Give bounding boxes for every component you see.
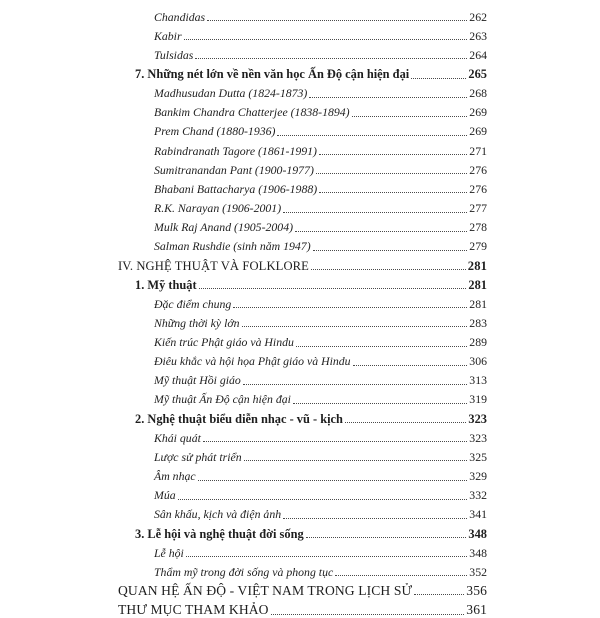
toc-entry-title: Âm nhạc — [154, 468, 196, 483]
toc-entry-page-number: 265 — [468, 67, 487, 82]
toc-entry-title: Đặc điểm chung — [154, 296, 232, 311]
table-of-contents — [0, 5, 600, 618]
toc-entry — [0, 330, 600, 349]
dot-leader — [313, 250, 468, 251]
toc-entry — [0, 254, 600, 273]
dot-leader — [244, 460, 468, 461]
dot-leader — [319, 192, 467, 193]
toc-entry — [0, 579, 600, 598]
toc-entry-title: R.K. Narayan (1906-2001) — [154, 200, 282, 215]
toc-entry-title: Bhabani Battacharya (1906-1988) — [154, 181, 318, 196]
toc-entry-page-number: 264 — [469, 47, 487, 62]
toc-entry-page-number: 277 — [469, 200, 487, 215]
dot-leader — [195, 58, 467, 59]
toc-entry-title: Những thời kỳ lớn — [154, 315, 240, 330]
toc-entry — [0, 369, 600, 388]
toc-entry-page-number: 271 — [469, 143, 487, 158]
dot-leader — [207, 20, 467, 21]
toc-entry-page-number: 361 — [466, 601, 487, 617]
toc-entry — [0, 292, 600, 311]
dot-leader — [335, 575, 467, 576]
dot-leader — [306, 537, 467, 538]
toc-entry-page-number: 325 — [469, 449, 487, 464]
toc-entry-page-number: 281 — [468, 277, 487, 292]
toc-entry-title: Tulsidas — [154, 47, 194, 62]
toc-entry-page-number: 332 — [469, 488, 487, 503]
dot-leader — [283, 518, 467, 519]
toc-entry — [0, 273, 600, 292]
toc-entry-page-number: 269 — [469, 124, 487, 139]
toc-entry — [0, 311, 600, 330]
toc-entry-title: THƯ MỤC THAM KHẢO — [118, 601, 269, 617]
toc-entry — [0, 484, 600, 503]
toc-entry-title: Mulk Raj Anand (1905-2004) — [154, 220, 294, 235]
toc-entry-page-number: 281 — [467, 258, 487, 273]
toc-entry-page-number: 352 — [469, 564, 487, 579]
toc-entry-page-number: 276 — [469, 162, 487, 177]
toc-entry — [0, 101, 600, 120]
toc-entry — [0, 82, 600, 101]
toc-entry — [0, 139, 600, 158]
toc-entry-title: 3. Lễ hội và nghệ thuật đời sống — [135, 526, 304, 541]
dot-leader — [184, 39, 468, 40]
toc-entry — [0, 407, 600, 426]
dot-leader — [316, 173, 467, 174]
dot-leader — [345, 422, 466, 423]
toc-entry-page-number: 313 — [469, 373, 487, 388]
dot-leader — [319, 154, 467, 155]
toc-entry-title: Kabir — [154, 28, 182, 43]
toc-entry-title: 1. Mỹ thuật — [135, 277, 197, 292]
toc-entry-title: Thẩm mỹ trong đời sống và phong tục — [154, 564, 334, 579]
toc-entry-title: Mỹ thuật Hồi giáo — [154, 373, 241, 388]
toc-entry — [0, 235, 600, 254]
toc-entry — [0, 426, 600, 445]
toc-entry-page-number: 306 — [469, 354, 487, 369]
toc-entry — [0, 43, 600, 62]
dot-leader — [296, 346, 467, 347]
toc-entry-page-number: 278 — [469, 220, 487, 235]
toc-entry-title: IV. NGHỆ THUẬT VÀ FOLKLORE — [118, 258, 309, 273]
toc-entry — [0, 216, 600, 235]
dot-leader — [311, 269, 466, 270]
toc-entry-title: Rabindranath Tagore (1861-1991) — [154, 143, 317, 158]
toc-entry-title: QUAN HỆ ẤN ĐỘ - VIỆT NAM TRONG LỊCH SỬ — [118, 582, 413, 598]
toc-entry — [0, 598, 600, 617]
toc-entry-page-number: 319 — [469, 392, 487, 407]
toc-entry-title: Bankim Chandra Chatterjee (1838-1894) — [154, 105, 350, 120]
toc-entry — [0, 5, 600, 24]
dot-leader — [271, 614, 465, 615]
toc-entry-page-number: 283 — [469, 315, 487, 330]
toc-entry-title: Mỹ thuật Ấn Độ cận hiện đại — [154, 392, 291, 407]
dot-leader — [186, 556, 467, 557]
dot-leader — [353, 365, 468, 366]
dot-leader — [178, 499, 468, 500]
toc-entry-page-number: 263 — [469, 28, 487, 43]
toc-entry-title: Chandidas — [154, 9, 206, 24]
toc-entry-page-number: 289 — [469, 334, 487, 349]
toc-entry — [0, 560, 600, 579]
toc-entry — [0, 350, 600, 369]
dot-leader — [277, 135, 467, 136]
dot-leader — [203, 441, 467, 442]
toc-entry-title: Sân khấu, kịch và điện ảnh — [154, 507, 282, 522]
toc-entry-title: Kiến trúc Phật giáo và Hindu — [154, 334, 294, 349]
toc-entry-title: Điêu khắc và hội họa Phật giáo và Hindu — [154, 354, 351, 369]
toc-entry-title: 7. Những nét lớn về nền văn học Ấn Độ cận hiện đại — [135, 67, 410, 82]
dot-leader — [243, 384, 467, 385]
toc-entry-page-number: 323 — [469, 430, 487, 445]
toc-entry-page-number: 269 — [469, 105, 487, 120]
toc-entry — [0, 541, 600, 560]
toc-entry-page-number: 281 — [469, 296, 487, 311]
toc-entry-page-number: 348 — [468, 526, 487, 541]
toc-entry — [0, 177, 600, 196]
dot-leader — [295, 231, 467, 232]
dot-leader — [414, 594, 464, 595]
dot-leader — [233, 307, 467, 308]
toc-entry-page-number: 262 — [469, 9, 487, 24]
toc-entry-title: Lễ hội — [154, 545, 184, 560]
toc-entry-title: Sumitranandan Pant (1900-1977) — [154, 162, 314, 177]
toc-entry — [0, 196, 600, 215]
toc-entry-title: Prem Chand (1880-1936) — [154, 124, 276, 139]
toc-entry-title: Múa — [154, 488, 176, 503]
toc-entry — [0, 445, 600, 464]
toc-entry-page-number: 276 — [469, 181, 487, 196]
toc-entry-title: Madhusudan Dutta (1824-1873) — [154, 86, 308, 101]
dot-leader — [293, 403, 467, 404]
toc-entry — [0, 24, 600, 43]
dot-leader — [199, 288, 467, 289]
toc-entry — [0, 464, 600, 483]
toc-entry-page-number: 279 — [469, 239, 487, 254]
toc-entry-page-number: 341 — [469, 507, 487, 522]
dot-leader — [198, 480, 468, 481]
toc-entry — [0, 158, 600, 177]
toc-entry — [0, 503, 600, 522]
toc-entry-title: Lược sử phát triển — [154, 449, 242, 464]
toc-entry — [0, 388, 600, 407]
dot-leader — [242, 326, 468, 327]
toc-entry-page-number: 356 — [466, 582, 487, 598]
dot-leader — [309, 97, 467, 98]
toc-entry-page-number: 348 — [469, 545, 487, 560]
toc-entry-page-number: 268 — [469, 86, 487, 101]
toc-entry — [0, 62, 600, 81]
dot-leader — [283, 212, 467, 213]
toc-entry — [0, 120, 600, 139]
toc-entry-page-number: 323 — [468, 411, 487, 426]
toc-entry — [0, 522, 600, 541]
toc-entry-title: Salman Rushdie (sinh năm 1947) — [154, 239, 311, 254]
dot-leader — [352, 116, 468, 117]
toc-entry-title: Khái quát — [154, 430, 201, 445]
toc-entry-page-number: 329 — [469, 468, 487, 483]
toc-entry-title: 2. Nghệ thuật biểu diễn nhạc - vũ - kịch — [135, 411, 343, 426]
dot-leader — [411, 78, 466, 79]
